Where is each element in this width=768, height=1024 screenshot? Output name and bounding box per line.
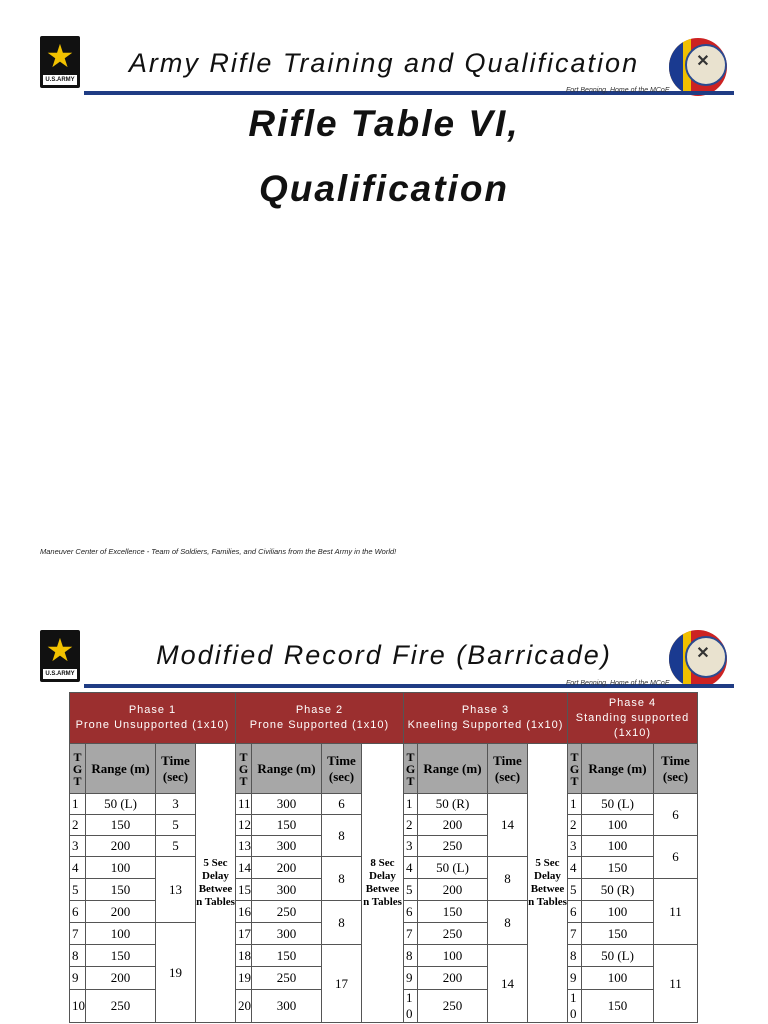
range-cell: 50 (R): [418, 794, 488, 815]
column-header-row: [70, 744, 698, 794]
tgt-cell: 6: [404, 901, 418, 923]
range-cell: 200: [86, 836, 156, 857]
range-header: Range (m): [418, 744, 488, 794]
range-cell: 100: [86, 923, 156, 945]
range-cell: 250: [252, 967, 322, 990]
tgt-cell: 8: [568, 945, 582, 967]
tgt-cell: 17: [236, 923, 252, 945]
tgt-cell: 4: [404, 857, 418, 879]
range-cell: 200: [86, 967, 156, 990]
tgt-cell: 6: [568, 901, 582, 923]
range-cell: 250: [86, 990, 156, 1023]
tgt-cell: 4: [70, 857, 86, 879]
tgt-cell: 1 0: [404, 990, 418, 1023]
time-header: Time (sec): [654, 744, 698, 794]
tgt-cell: 16: [236, 901, 252, 923]
range-cell: 150: [86, 815, 156, 836]
tgt-cell: 9: [568, 967, 582, 990]
range-cell: 150: [582, 923, 654, 945]
range-cell: 100: [582, 967, 654, 990]
star-icon: ★: [45, 37, 75, 75]
tgt-cell: 2: [404, 815, 418, 836]
tgt-cell: 12: [236, 815, 252, 836]
range-cell: 250: [418, 836, 488, 857]
phase-1-header: Phase 1 Prone Unsupported (1x10): [70, 693, 236, 744]
mcoe-emblem-icon: ✕: [669, 38, 727, 96]
tgt-header: T G T: [70, 744, 86, 794]
range-cell: 150: [252, 815, 322, 836]
range-header: Range (m): [252, 744, 322, 794]
tgt-cell: 8: [404, 945, 418, 967]
range-cell: 50 (L): [582, 794, 654, 815]
tgt-cell: 3: [70, 836, 86, 857]
range-cell: 150: [582, 990, 654, 1023]
tgt-header: T G T: [404, 744, 418, 794]
tgt-cell: 1: [70, 794, 86, 815]
phase-header-row: [70, 693, 698, 744]
tgt-cell: 9: [70, 967, 86, 990]
range-cell: 50 (L): [582, 945, 654, 967]
time-cell: 6: [322, 794, 362, 815]
phase-4-header: Phase 4 Standing supported (1x10): [568, 693, 698, 744]
tgt-cell: 19: [236, 967, 252, 990]
tgt-cell: 4: [568, 857, 582, 879]
tgt-cell: 3: [404, 836, 418, 857]
range-cell: 150: [86, 879, 156, 901]
range-cell: 300: [252, 923, 322, 945]
tgt-cell: 6: [70, 901, 86, 923]
time-cell: 17: [322, 945, 362, 1023]
range-cell: 100: [582, 901, 654, 923]
range-cell: 300: [252, 794, 322, 815]
tgt-cell: 14: [236, 857, 252, 879]
header-note: Fort Benning, Home of the MCoE: [566, 87, 670, 94]
tgt-cell: 2: [568, 815, 582, 836]
logo-text: U.S.ARMY: [43, 75, 77, 85]
star-icon: ★: [45, 631, 75, 669]
range-cell: 250: [252, 901, 322, 923]
tgt-cell: 18: [236, 945, 252, 967]
time-cell: 8: [322, 857, 362, 901]
tgt-cell: 8: [70, 945, 86, 967]
header-title: Modified Record Fire (Barricade): [156, 640, 612, 670]
time-cell: 8: [488, 901, 528, 945]
range-cell: 150: [418, 901, 488, 923]
time-cell: 8: [488, 857, 528, 901]
time-cell: 5: [156, 836, 196, 857]
main-title-line2: Qualification: [258, 168, 510, 209]
tgt-cell: 5: [568, 879, 582, 901]
delay-2: 8 Sec Delay Betwee n Tables: [362, 744, 404, 1023]
range-cell: 300: [252, 836, 322, 857]
range-header: Range (m): [582, 744, 654, 794]
tgt-cell: 2: [70, 815, 86, 836]
range-cell: 150: [252, 945, 322, 967]
tgt-cell: 15: [236, 879, 252, 901]
tgt-cell: 7: [70, 923, 86, 945]
time-cell: 14: [488, 794, 528, 857]
time-cell: 14: [488, 945, 528, 1023]
tgt-cell: 20: [236, 990, 252, 1023]
range-cell: 200: [86, 901, 156, 923]
range-cell: 150: [86, 945, 156, 967]
tgt-cell: 11: [236, 794, 252, 815]
tgt-cell: 7: [568, 923, 582, 945]
time-header: Time (sec): [322, 744, 362, 794]
header-title: Army Rifle Training and Qualification: [128, 48, 640, 78]
tgt-cell: 1: [404, 794, 418, 815]
range-cell: 100: [582, 815, 654, 836]
tgt-header: T G T: [236, 744, 252, 794]
phase-3-header: Phase 3 Kneeling Supported (1x10): [404, 693, 568, 744]
tgt-cell: 5: [404, 879, 418, 901]
mcoe-emblem-icon: ✕: [669, 630, 727, 688]
footer-text: Maneuver Center of Excellence - Team of Soldiers, Families, and Civilians from the Best Army in the World!: [40, 547, 397, 556]
record-fire-table: [69, 692, 698, 1023]
tgt-cell: 3: [568, 836, 582, 857]
range-cell: 200: [418, 967, 488, 990]
range-cell: 250: [418, 923, 488, 945]
range-cell: 100: [418, 945, 488, 967]
tgt-cell: 10: [70, 990, 86, 1023]
range-cell: 100: [582, 836, 654, 857]
time-cell: 8: [322, 815, 362, 857]
range-cell: 50 (L): [418, 857, 488, 879]
range-cell: 50 (R): [582, 879, 654, 901]
range-cell: 250: [418, 990, 488, 1023]
delay-3: 5 Sec Delay Betwee n Tables: [528, 744, 568, 1023]
time-cell: 13: [156, 857, 196, 923]
tgt-cell: 7: [404, 923, 418, 945]
time-cell: 5: [156, 815, 196, 836]
time-cell: 6: [654, 836, 698, 879]
logo-text: U.S.ARMY: [43, 669, 77, 679]
time-header: Time (sec): [156, 744, 196, 794]
range-cell: 200: [418, 879, 488, 901]
tgt-cell: 5: [70, 879, 86, 901]
tgt-cell: 9: [404, 967, 418, 990]
time-header: Time (sec): [488, 744, 528, 794]
range-cell: 150: [582, 857, 654, 879]
range-cell: 300: [252, 879, 322, 901]
time-cell: 3: [156, 794, 196, 815]
range-cell: 200: [252, 857, 322, 879]
range-cell: 50 (L): [86, 794, 156, 815]
header-note: Fort Benning, Home of the MCoE: [566, 680, 670, 687]
phase-2-header: Phase 2 Prone Supported (1x10): [236, 693, 404, 744]
range-cell: 200: [418, 815, 488, 836]
range-cell: 300: [252, 990, 322, 1023]
time-cell: 6: [654, 794, 698, 836]
delay-1: 5 Sec Delay Betwee n Tables: [196, 744, 236, 1023]
time-cell: 19: [156, 923, 196, 1023]
tgt-cell: 1 0: [568, 990, 582, 1023]
tgt-cell: 13: [236, 836, 252, 857]
tgt-header: T G T: [568, 744, 582, 794]
tgt-cell: 1: [568, 794, 582, 815]
range-cell: 100: [86, 857, 156, 879]
time-cell: 11: [654, 945, 698, 1023]
main-title-line1: Rifle Table VI,: [248, 103, 520, 144]
time-cell: 11: [654, 879, 698, 945]
range-header: Range (m): [86, 744, 156, 794]
time-cell: 8: [322, 901, 362, 945]
